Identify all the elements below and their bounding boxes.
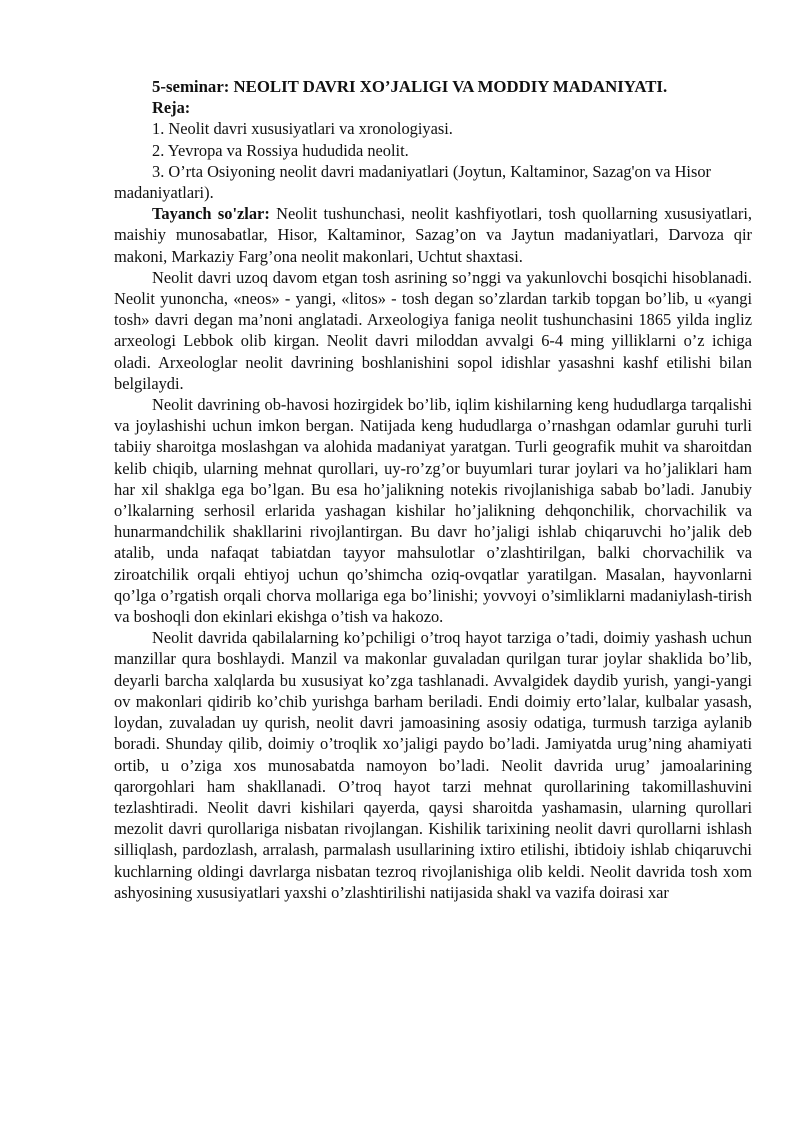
keywords-text: Neolit tushunchasi, neolit kashfiyotlari, tosh quollarning xusus​iyatlari, maishiy munosabatlar, Hisor, Kaltaminor, Sazag’on va Jaytun madaniyatlari, Darvoza qir makoni, Markaziy Farg’ona neolit makonlari, Uchtut shaxtasi. [114,204,752,266]
plan-item-2: 2. Yevropa va Rossiya hududida neolit. [152,140,409,160]
plan-item-1: 1. Neolit davri xususiyatlari va xronologiyasi. [152,119,453,139]
plan-heading: Reja: [152,98,191,118]
keywords-label: Tayanch so'zlar: [152,204,270,224]
keywords-paragraph [114,203,752,267]
paragraph-3: Neolit davrida qabilalarning ko’pchiligi o’troq hayot tarziga o’tadi, doimiy yashash uchun manzillar qura boshlaydi. Manzil va makonlar guvaladan qurilgan turar joylar shaklida bo’lib, deyarli barcha xalqlarda bu xususiyat ko’zga tashlanadi. Avvalgidek daydib yurish, yangi-yangi ov makonlari qidirib ko’chib yurishga barham beriladi. Endi doimiy erto’lalar, kulbalar yasash, loydan, zuvaladan uy qurish, neolit davri jamoasining asosiy odatiga, turmush tarziga aylanib boradi. Shunday qilib, doimiy o’troqlik xo’jaligi paydo bo’ladi. Jamiyatda urug’ning ahamiyati ortib, u o’ziga xos munosabatda namoyon bo’ladi. Neolit davrida urug’ jamoalarining qarorgohlari ham shakllanadi. O’troq hayot tarzi mehnat qurollarining takomillashuvini tezlashtiradi. Neolit davri kishilari qayerda, qaysi sharoitda yashamasin, ularning qurollari mezolit davri qurollariga nisbatan rivojlangan. Kishilik tarixining neolit davri qurollarni ishlash silliqlash, pardozlash, arralash, parmalash usullarining ixtiro etilishi, ibtidoiy ishlab chiqaruvchi kuchlarning oldingi davrlarga nisbatan tezroq rivojlanishiga olib keldi. Neolit davrida tosh xom ashyosining xususiyatlari yaxshi o’zlashtirilishi natijasida shakl va vazifa doirasi xar [114,628,752,902]
document-title: 5-seminar: NEOLIT DAVRI XO’JALIGI VA MODDIY MADANIYATI. [152,77,668,96]
paragraph-2: Neolit davrining ob-havosi hozirgidek bo’lib, iqlim kishilarning keng hududlarga tarqalishi va joylashishi uchun imkon bergan. Natijada keng hududlarga o’rnashgan odamlar guruhi turli tabiiy sharoitga moslashgan va alohida madaniyat yaratgan. Turli geografik muhit va sharoitdan kelib chiqib, ularning mehnat qurollari, uy-ro’zg’or buyumlari turar joylari va ho’jaliklari ham har xil shaklga ega bo’lgan. Bu esa ho’jalikning notekis rivojlanishiga sabab bo’ladi. Janubiy o’lkalarning serhosil erlarida yashagan kishilar ho’jalikning dehqonchilik, chorvachilik va hunarmandchilik shakllarini rivojlantirgan. Bu davr ho’jaligi ishlab chiqaruvchi ho’jalik deb atalib, unda nafaqat tabiatdan tayyor mahsulotlar o’zlashtirilgan, balki chorvachilik va ziroatchilik orqali ehtiyoj uchun qo’shimcha oziq-ovqatlar yaratilgan. Masalan, hayvonlarni qo’lga o’rgatish orqali chorva mollariga ega bo’linishi; yovvoyi o’simliklarni madaniylash-tirish va boshoqli don ekinlari ekishga o’tish va hakozo. [114,395,752,627]
paragraph-1: Neolit davri uzoq davom etgan tosh asrining so’nggi va yakunlovchi bosqichi hisoblanadi. Neolit yunoncha, «neos» - yangi, «litos» - tosh degan so’zlardan tarkib topgan bo’lib, u «yangi tosh» davri degan ma’noni anglatadi. Arxeologiya faniga neolit tushunchasini 1865 yilda ingliz arxeologi Lebbok olib kirgan. Neolit davri miloddan avvalgi 6-4 ming yilliklarni o’z ichiga oladi. Arxeologlar neolit davrining boshlanishini sopol idishlar yasashni kashf etilishi bilan belgilaydi. [114,267,752,393]
plan-item-3: 3. O’rta Osiyoning neolit davri madaniyatlari (Joytun, Kaltaminor, Sazag'on va Hisor madaniyatlari). [114,161,711,203]
document-page [114,76,752,903]
